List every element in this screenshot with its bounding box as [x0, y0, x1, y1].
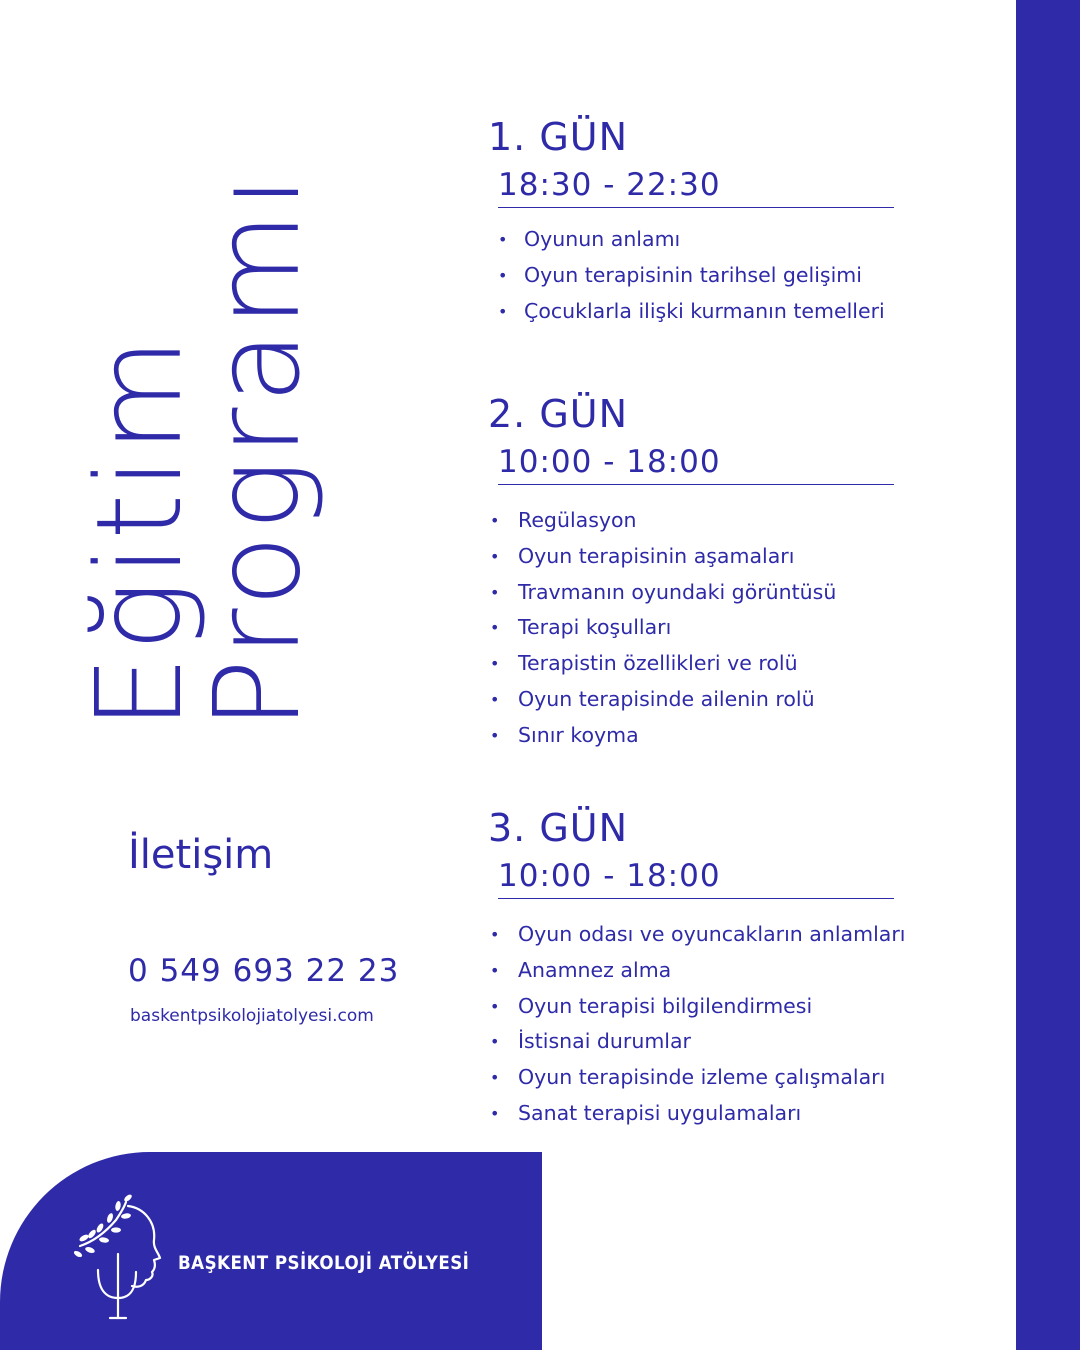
list-item: • Oyun terapisinin tarihsel gelişimi: [488, 258, 968, 294]
day-title: 1. GÜN: [488, 115, 629, 159]
topic-list: [488, 917, 968, 1132]
list-item: • Oyun terapisinin aşamaları: [488, 539, 968, 575]
list-item: • Oyun terapisinde ailenin rolü: [488, 682, 968, 718]
day-title: 3. GÜN: [488, 806, 629, 850]
list-item: • Anamnez alma: [488, 953, 968, 989]
divider: [498, 898, 894, 899]
brand-name: BAŞKENT PSİKOLOJİ ATÖLYESİ: [178, 1252, 470, 1274]
list-item: • Oyunun anlamı: [488, 222, 968, 258]
list-item: • Terapi koşulları: [488, 610, 968, 646]
divider: [498, 207, 894, 208]
day-time: 10:00 - 18:00: [498, 444, 721, 480]
divider: [498, 484, 894, 485]
day-1-section: [488, 115, 968, 329]
list-item: • Sanat terapisi uygulamaları: [488, 1096, 968, 1132]
list-item: • Çocuklarla ilişki kurmanın temelleri: [488, 294, 968, 330]
footer-brand-panel: [0, 1152, 542, 1350]
day-title: 2. GÜN: [488, 392, 629, 436]
title-line-egitim: Eğitim: [70, 333, 208, 730]
list-item: • Terapistin özellikleri ve rolü: [488, 646, 968, 682]
page-title: [70, 171, 326, 730]
list-item: • Travmanın oyundaki görüntüsü: [488, 575, 968, 611]
list-item: • İstisnai durumlar: [488, 1024, 968, 1060]
topic-list: [488, 503, 968, 754]
list-item: • Sınır koyma: [488, 718, 968, 754]
topic-list: [488, 222, 968, 329]
day-time: 18:30 - 22:30: [498, 167, 721, 203]
title-line-programi: Programı: [188, 171, 326, 730]
phone-number[interactable]: 0 549 693 22 23: [128, 953, 400, 989]
list-item: • Oyun terapisinde izleme çalışmaları: [488, 1060, 968, 1096]
right-accent-bar: [1016, 0, 1080, 1350]
day-time: 10:00 - 18:00: [498, 858, 721, 894]
contact-heading: İletişim: [128, 832, 274, 878]
psi-head-leaves-icon: [70, 1192, 166, 1322]
list-item: • Oyun terapisi bilgilendirmesi: [488, 989, 968, 1025]
day-3-section: [488, 806, 968, 1132]
list-item: • Oyun odası ve oyuncakların anlamları: [488, 917, 968, 953]
list-item: • Regülasyon: [488, 503, 968, 539]
day-2-section: [488, 392, 968, 754]
website-link[interactable]: baskentpsikolojiatolyesi.com: [130, 1006, 374, 1026]
